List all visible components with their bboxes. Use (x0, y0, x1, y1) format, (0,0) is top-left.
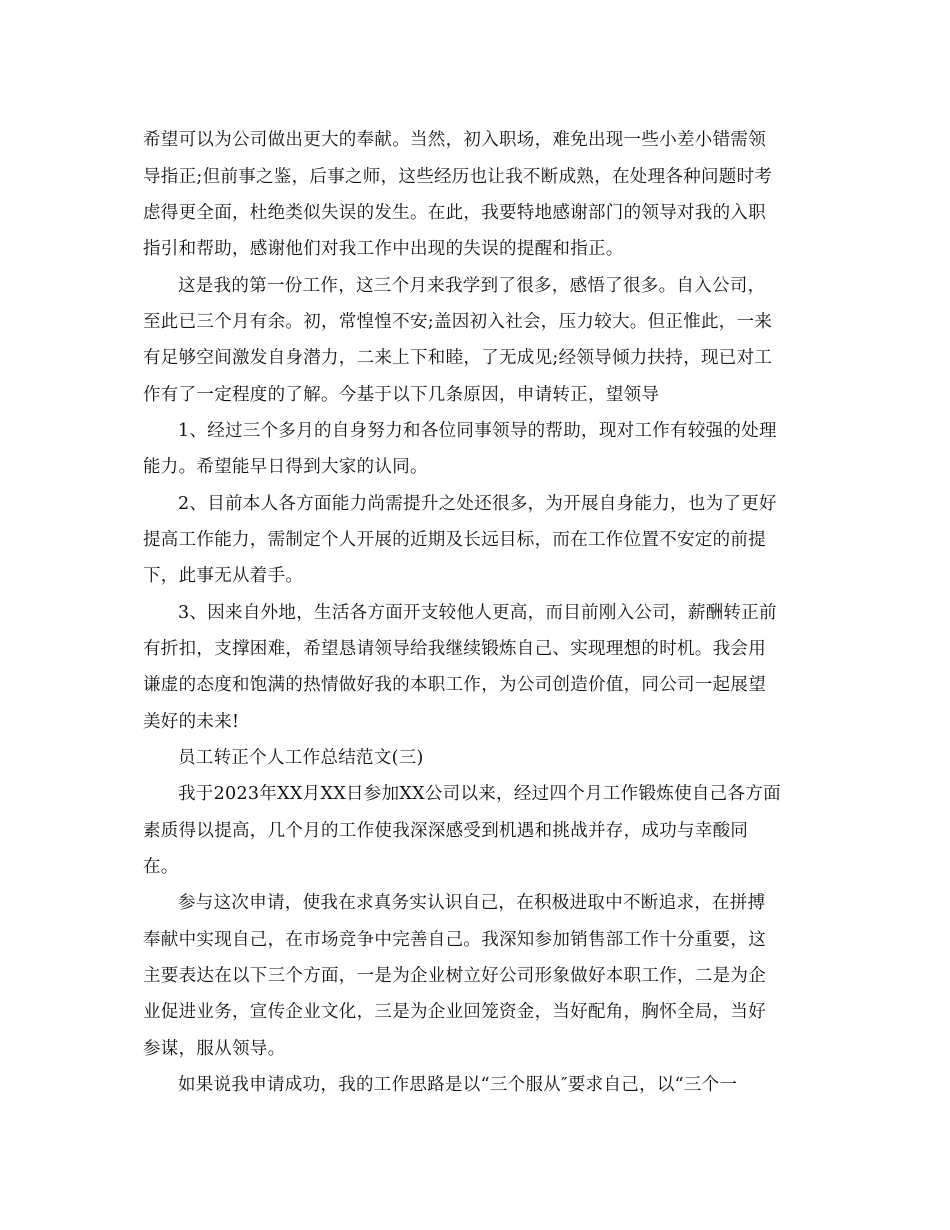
text-line: 有足够空间激发自身潜力，二来上下和睦，了无成见;经领导倾力扶持，现已对工 (143, 348, 773, 368)
text-line: 提高工作能力，需制定个人开展的近期及长远目标，而在工作位置不安定的前提 (143, 530, 766, 550)
text-line: 指引和帮助，感谢他们对我工作中出现的失误的提醒和指正。 (143, 239, 624, 259)
text-line: 奉献中实现自己，在市场竞争中完善自己。我深知参加销售部工作十分重要，这 (143, 930, 766, 950)
text-line: 虑得更全面，杜绝类似失误的发生。在此，我要特地感谢部门的领导对我的入职 (143, 203, 766, 223)
text-line: 能力。希望能早日得到大家的认同。 (143, 457, 428, 477)
text-line: 美好的未来! (143, 712, 240, 732)
paragraph-first-line: 我于2023年XX月XX日参加XX公司以来，经过四个月工作锻炼使自己各方面 (178, 784, 781, 804)
text-line: 作有了一定程度的了解。今基于以下几条原因，申请转正，望领导 (143, 385, 660, 405)
paragraph-first-line: 2、目前本人各方面能力尚需提升之处还很多，为开展自身能力，也为了更好 (178, 494, 777, 514)
text-line: 下，此事无从着手。 (143, 566, 304, 586)
paragraph-first-line: 3、因来自外地，生活各方面开支较他人更高，而目前刚入公司，薪酬转正前 (178, 603, 777, 623)
text-line: 导指正;但前事之鉴，后事之师，这些经历也让我不断成熟，在处理各种问题时考 (143, 167, 773, 187)
text-line: 业促进业务，宣传企业文化，三是为企业回笼资金，当好配角，胸怀全局，当好 (143, 1002, 766, 1022)
paragraph-first-line: 1、经过三个多月的自身努力和各位同事领导的帮助，现对工作有较强的处理 (178, 421, 777, 441)
text-line: 有折扣，支撑困难，希望恳请领导给我继续锻炼自己、实现理想的时机。我会用 (143, 639, 766, 659)
text-line: 至此已三个月有余。初，常惶惶不安;盖因初入社会，压力较大。但正惟此，一来 (143, 312, 773, 332)
text-line: 希望可以为公司做出更大的奉献。当然，初入职场，难免出现一些小差小错需领 (143, 130, 766, 150)
section-heading: 员工转正个人工作总结范文(三) (178, 748, 424, 768)
paragraph-first-line: 这是我的第一份工作，这三个月来我学到了很多，感悟了很多。自入公司， (178, 276, 766, 296)
text-line: 素质得以提高，几个月的工作使我深深感受到机遇和挑战并存，成功与幸酸同 (143, 821, 749, 841)
text-line: 参谋，服从领导。 (143, 1039, 286, 1059)
paragraph-first-line: 如果说我申请成功，我的工作思路是以“三个服从″要求自己，以“三个一 (178, 1075, 738, 1095)
text-line: 在。 (143, 857, 179, 877)
text-line: 谦虚的态度和饱满的热情做好我的本职工作，为公司创造价值，同公司一起展望 (143, 675, 766, 695)
paragraph-first-line: 参与这次申请，使我在求真务实认识自己，在积极进取中不断追求，在拼搏 (178, 893, 766, 913)
text-line: 主要表达在以下三个方面，一是为企业树立好公司形象做好本职工作，二是为企 (143, 966, 766, 986)
